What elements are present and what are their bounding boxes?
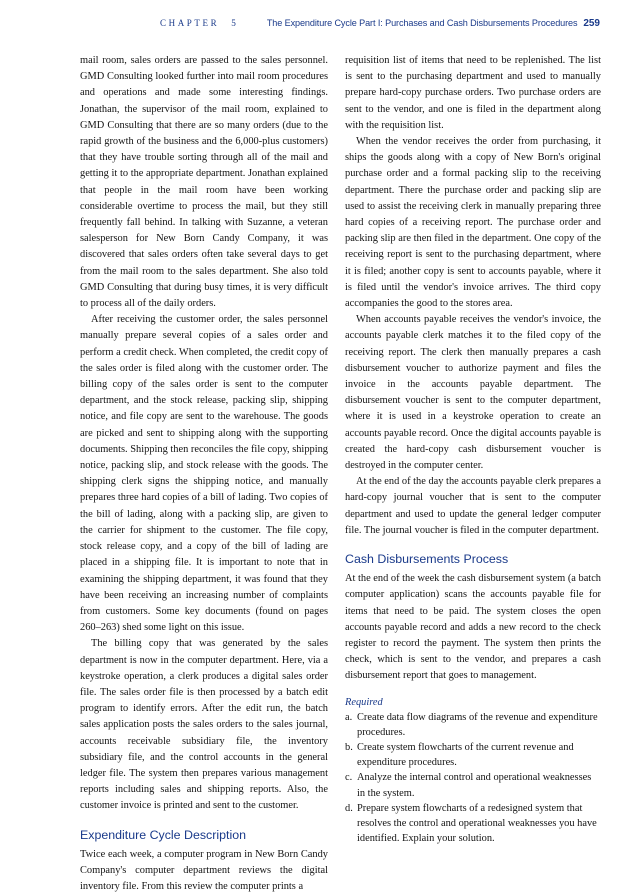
- section-heading-cash-disbursements: Cash Disbursements Process: [345, 552, 509, 567]
- item-text: Analyze the internal control and operational weaknesses in the system.: [357, 772, 592, 799]
- required-item: [345, 801, 601, 847]
- item-marker: b.: [345, 741, 353, 753]
- paragraph: The billing copy that was generated by the sales department is now in the computer department. Here, via a keystroke operation, a clerk produces a digital sales order file. The sales order file is then processed by a batch edit program to identify errors. After the edit run, the batch sales application posts the sales orders to the sales journal, accounts receivable subsidiary file, the inventory subsidiary file, and the control accounts in the general ledger file. The system then prepares various management reports including sales and shipping reports. Also, the customer invoice is printed and sent to the customer.: [80, 638, 328, 812]
- running-section-title: The Expenditure Cycle Part I: Purchases and Cash Disbursements Procedures: [266, 18, 578, 28]
- right-column: [345, 53, 601, 846]
- paragraph: After receiving the customer order, the sales personnel manually prepare several copies of a sales order and perform a credit check. When completed, the credit copy of the sales order is filed along with the customer order. The billing copy of the sales order is sent to the computer department, and the stock release, packing slip, shipping notice, and file copy are sent to the warehouse. The goods are picked and sent to shipping along with the supporting documents. Shipping then reconciles the file copy, shipping notice, packing slip, and stock release with the goods. The shipping clerk signs the shipping notice, and manually prepares three hard copies of a bill of lading. Two copies of the bill of lading, along with a packing slip, are given to the carrier for shipment to the customer. The file copy, stock release copy, and a copy of the bill of lading are placed in a shipping file. It is important to note that in examining the shipping department, it was found that they have been receiving an increasing number of complaints from customers. Some key documents (found on pages 260–263) shed some light on this issue.: [80, 314, 328, 634]
- item-text: Create system flowcharts of the current revenue and expenditure procedures.: [357, 741, 574, 769]
- item-marker: d.: [345, 802, 353, 814]
- paragraph: At the end of the day the accounts payable clerk prepares a hard-copy journal voucher that is sent to the computer department and used to update the general ledger computer file. The journal voucher is filed in the computer department.: [345, 476, 601, 536]
- running-head: [160, 18, 600, 34]
- item-marker: c.: [345, 772, 353, 784]
- required-item: [345, 770, 601, 800]
- paragraph: Twice each week, a computer program in New Born Candy Company's computer department reviews the digital inventory file. From this review the computer prints a: [80, 848, 328, 892]
- required-list: [345, 710, 601, 847]
- page-number: 259: [583, 18, 600, 29]
- chapter-number: 5: [231, 18, 237, 28]
- required-item: [345, 740, 601, 770]
- left-column: [80, 53, 328, 895]
- item-marker: a.: [345, 711, 353, 723]
- paragraph: requisition list of items that need to be replenished. The list is sent to the purchasing department and used to manually prepare hard-copy purchase orders. Two purchase orders are sent to the vendor, and one is filed in the department along with the requisition list.: [345, 55, 601, 131]
- section-heading-expenditure-cycle: Expenditure Cycle Description: [80, 827, 246, 842]
- item-text: Create data flow diagrams of the revenue and expenditure procedures.: [357, 711, 598, 738]
- item-text: Prepare system flowcharts of a redesigned system that resolves the control and operational weaknesses you have identified. Explain your solution.: [357, 802, 597, 845]
- required-item: [345, 710, 601, 740]
- paragraph: At the end of the week the cash disbursement system (a batch computer application) scans the accounts payable file for items that need to be paid. The system closes the open accounts payable record and adds a new record to the check register to record the payment. The system then prints the check, which is sent to the vendor, and prepares a cash disbursement report that goes to management.: [345, 573, 601, 682]
- paragraph: When the vendor receives the order from purchasing, it ships the goods along with a copy of New Born's original purchase order and a formal packing slip to the receiving department. There the purchase order and packing slip are used to assist the receiving clerk in manually preparing three hard copies of a receiving report. The purchase order and packing slip are then filed in the department. One copy of the receiving report is sent to the purchasing department, where it is filed; another copy is sent to accounts payable, where it is filed until the vendor's invoice arrives. The third copy accompanies the good to the stores area.: [345, 136, 601, 310]
- paragraph: mail room, sales orders are passed to the sales personnel. GMD Consulting looked further into mail room procedures and operations and made some interesting findings. Jonathan, the supervisor of the mail room, explained to GMD Consulting that there are so many orders (due to the rapid growth of the business and the 6,000-plus customers) that they have trouble sorting through all of the mail and getting it to the appropriate department. Jonathan explained that people in the mail room have been working considerable overtime to process the mail, but they still frequently fall behind. In talking with Suzanne, a veteran salesperson for New Born Candy Company, it was discovered that sales orders often take several days to get from the mail room to the sales department. She also told GMD Consulting that during busy times, it is very difficult to process all of the daily orders.: [80, 55, 328, 310]
- chapter-label: CHAPTER: [160, 18, 220, 28]
- required-heading: Required: [345, 696, 383, 708]
- paragraph: When accounts payable receives the vendor's invoice, the accounts payable clerk matches it to the filed copy of the receiving report. The clerk then manually prepares a cash disbursement voucher to authorize payment and files the invoice in the accounts payable department. The disbursement voucher is sent to the computer department, where it is used in a keystroke operation to create an accounts payable record. Once the digital accounts payable is created the hard-copy cash disbursement voucher is destroyed in the computer center.: [345, 314, 601, 472]
